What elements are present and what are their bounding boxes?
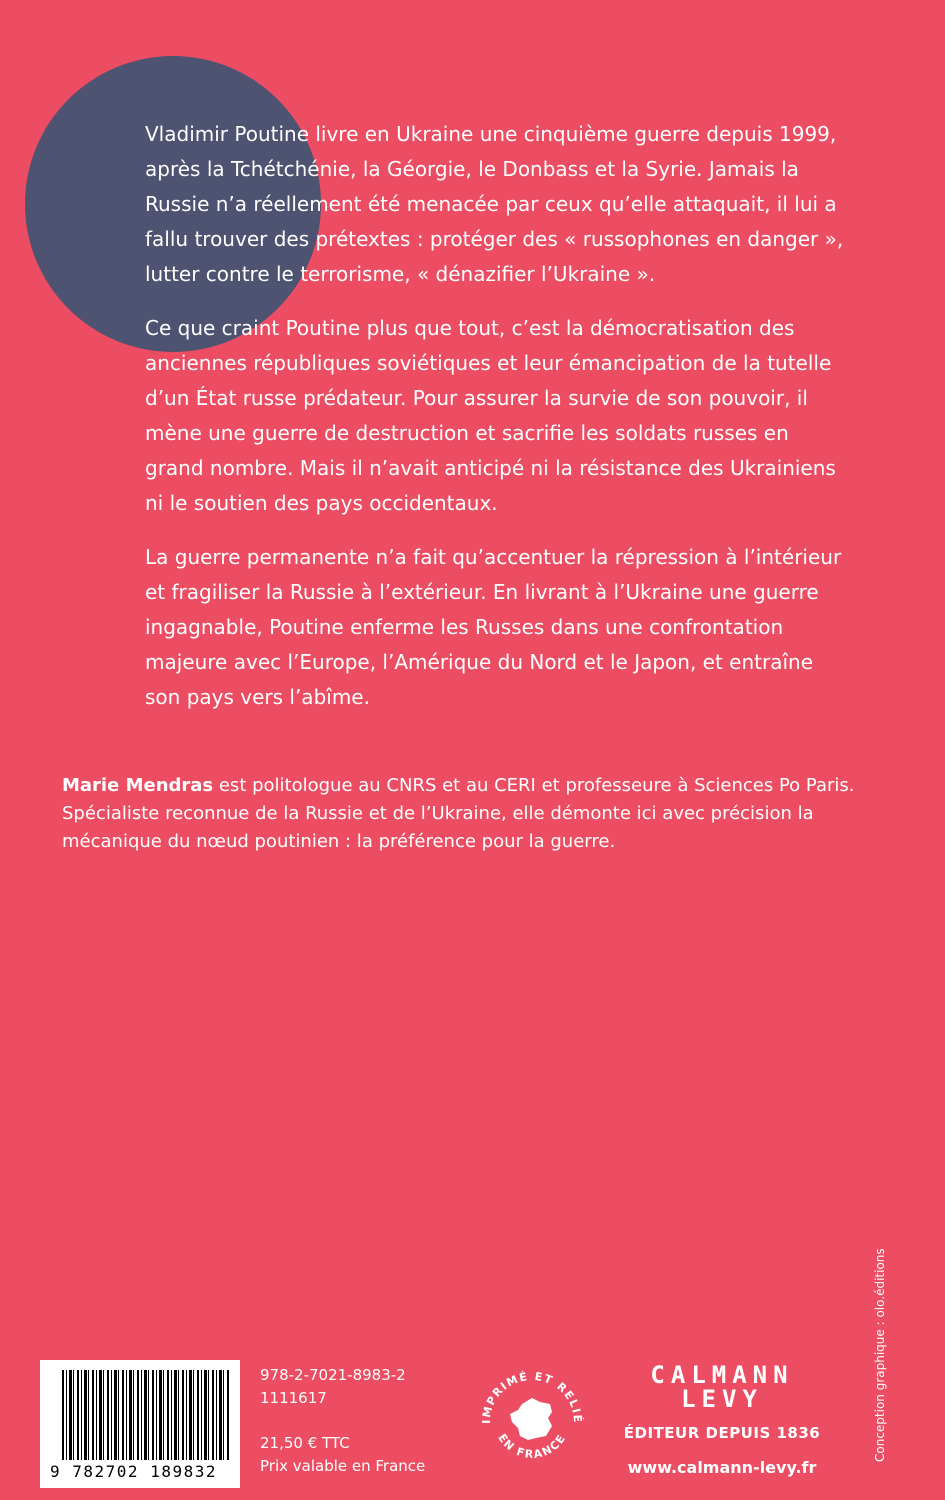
barcode (40, 1360, 240, 1488)
product-code: 1111617 (260, 1389, 327, 1407)
blurb-paragraph-1: Vladimir Poutine livre en Ukraine une cinquième guerre depuis 1999, après la Tchétchénie, la Géorgie, le Donbass et la Syrie. Jamais la Russie n’a réellement été menacée par ceux qu’elle attaquait, il lui a fallu trouver des prétextes : protéger des « russophones en danger », lutter contre le terrorisme, « dénazifier l’Ukraine ». (145, 122, 844, 286)
back-cover-blurb (145, 117, 845, 734)
blurb-paragraph-3: La guerre permanente n’a fait qu’accentuer la répression à l’intérieur et fragiliser la Russie à l’extérieur. En livrant à l’Ukraine une guerre ingagnable, Poutine enferme les Russes dans une confrontation majeure avec l’Europe, l’Amérique du Nord et le Japon, et entraîne son pays vers l’abîme. (145, 545, 842, 709)
isbn-price-block (260, 1364, 425, 1478)
publisher-block (612, 1362, 832, 1477)
france-map-icon (510, 1398, 552, 1440)
stamp-top-text: IMPRIMÉ ET RELIÉ (479, 1369, 585, 1425)
publisher-since: ÉDITEUR DEPUIS 1836 (623, 1424, 821, 1442)
stamp-bottom-text: EN FRANCE (495, 1431, 569, 1462)
design-credit: Conception graphique : olo.éditions (873, 1248, 887, 1462)
isbn-number: 978-2-7021-8983-2 (260, 1366, 406, 1384)
author-bio (62, 772, 862, 856)
publisher-logo-line2: LEVY (681, 1385, 763, 1413)
author-bio-text: est politologue au CNRS et au CERI et professeure à Sciences Po Paris. Spécialiste reconnue de la Russie et de l’Ukraine, elle démonte ici avec précision la mécanique du nœud poutinien : la préférence pour la guerre. (62, 775, 855, 852)
publisher-url[interactable]: www.calmann-levy.fr (627, 1458, 817, 1477)
price: 21,50 € TTC (260, 1434, 350, 1452)
blurb-paragraph-2: Ce que craint Poutine plus que tout, c’est la démocratisation des anciennes républiques soviétiques et leur émancipation de la tutelle d’un État russe prédateur. Pour assurer la survie de son pouvoir, il mène une guerre de destruction et sacrifie les soldats russes en grand nombre. Mais il n’avait anticipé ni la résistance des Ukrainiens ni le soutien des pays occidentaux. (145, 316, 836, 515)
price-note: Prix valable en France (260, 1457, 426, 1475)
barcode-number: 9 782702 189832 (50, 1462, 217, 1481)
barcode-bars (62, 1370, 230, 1460)
printed-in-france-stamp (474, 1360, 590, 1476)
author-name: Marie Mendras (62, 775, 214, 796)
publisher-logo-line1: CALMANN (650, 1361, 794, 1389)
